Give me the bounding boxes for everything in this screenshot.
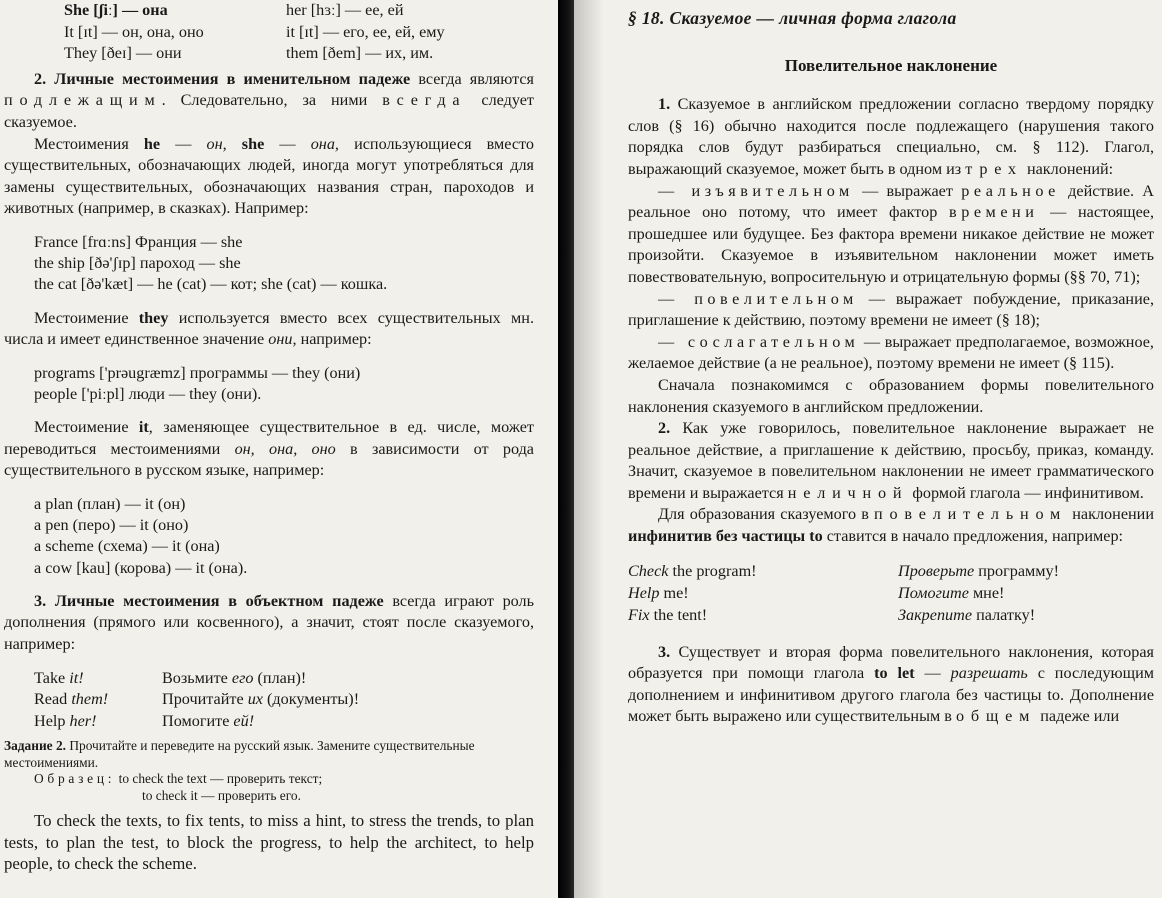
example-en xyxy=(628,604,898,626)
example-list-she xyxy=(34,232,534,296)
spaced-term: времени xyxy=(949,203,1039,222)
example-ru xyxy=(162,711,492,733)
text: всегда являются xyxy=(410,69,534,88)
paragraph-number: 2. xyxy=(658,419,671,438)
sample-label: Образец: xyxy=(34,771,116,787)
italic-term: его xyxy=(231,668,254,687)
paragraph-imperative-formation xyxy=(628,504,1154,547)
paragraph-let xyxy=(628,642,1154,728)
paragraph-imperative-mood xyxy=(628,289,1154,332)
exercise-instruction xyxy=(4,738,534,771)
section-subtitle: Повелительное наклонение xyxy=(784,55,998,75)
pronoun-objective: them [ðem] — их, им. xyxy=(286,44,434,63)
example-line: a scheme (схема) — it (она) xyxy=(34,537,220,556)
example-list-it xyxy=(34,494,534,579)
imperative-examples xyxy=(628,560,1154,626)
italic-term: он, она, оно xyxy=(234,439,336,458)
example-ru xyxy=(162,689,492,711)
text: — настоящее, прошедшее или будущее. Без фактора времени никакое действие не может произойти. Сказуемое в изъявительном наклонении может иметь повествовательную, вопросительную и отрицательную формы (§§ 70, 71); xyxy=(628,203,1154,286)
text: наклонений: xyxy=(1022,159,1114,178)
text: Help xyxy=(34,711,70,730)
bold-term: they xyxy=(138,308,169,327)
text: — выражает xyxy=(853,181,962,200)
text: — xyxy=(264,134,311,153)
example-en xyxy=(34,689,162,711)
example-line: the ship [ðə'ʃɪp] пароход — she xyxy=(34,254,241,273)
text: , заменяющее существительное в ед. числе, может переводиться местоимениями xyxy=(4,418,534,458)
text: . Следовательно, за ними xyxy=(161,91,383,110)
text: использующиеся вместо существительных, обозначающих людей, иногда могут употребляться для замены существительных, обозначающих названия стран, пароходов и животных (например, в сказках). Например: xyxy=(4,134,534,218)
text: Прочитайте xyxy=(162,690,248,709)
italic-term: Помогите xyxy=(898,583,969,602)
text: Как уже говорилось, повелительное наклонение выражает не реальное действие, а приглашение к действию, просьбу, приказ, команду. Значит, сказуемое в повелительном наклонении не имеет грамматического времени и выражается xyxy=(628,419,1154,502)
spaced-term: подлежащим xyxy=(4,91,162,110)
right-page xyxy=(604,0,1162,898)
italic-term: разрешать xyxy=(950,664,1028,683)
text: Местоимение xyxy=(34,308,139,327)
bold-term: she xyxy=(226,134,265,153)
text: мне! xyxy=(968,583,1005,602)
paragraph-number: 3. xyxy=(34,591,47,610)
paragraph-predicate xyxy=(628,94,1154,180)
spaced-term: реальное xyxy=(961,181,1060,200)
paragraph-indicative xyxy=(628,181,1154,289)
exercise-sample-line: to check it — проверить его. xyxy=(142,787,301,803)
exercise-sample xyxy=(34,771,534,788)
italic-term: ей! xyxy=(233,711,255,730)
spaced-term: — изъявительном xyxy=(658,181,854,200)
text: Возьмите xyxy=(162,668,232,687)
italic-term: Проверьте xyxy=(898,561,975,580)
paragraph-number: 2. xyxy=(34,69,47,88)
book-gutter xyxy=(558,0,574,898)
italic-term: Закрепите xyxy=(898,605,973,624)
example-line: programs ['prəugræmz] программы — they (они) xyxy=(34,363,361,382)
example-en xyxy=(628,582,898,604)
text: палатку! xyxy=(972,605,1036,624)
italic-term: Check xyxy=(628,561,669,580)
text: следует сказуемое. xyxy=(4,91,534,131)
text: падеже или xyxy=(1036,707,1120,726)
example-en xyxy=(628,560,898,582)
spaced-term: — повелительном xyxy=(658,289,858,308)
example-list-they xyxy=(34,363,534,405)
example-line: a plan (план) — it (он) xyxy=(34,494,186,513)
exercise-label: Задание 2. xyxy=(4,738,66,754)
paragraph-objective xyxy=(4,591,534,656)
italic-term: it! xyxy=(69,668,84,687)
bold-term: Личные местоимения в объектном падеже xyxy=(54,591,384,610)
text: Для образования сказуемого в xyxy=(658,505,875,524)
spaced-term: общем xyxy=(955,707,1037,726)
example-line: a cow [kau] (корова) — it (она). xyxy=(34,558,248,577)
pronoun-objective: it [ɪt] — его, ее, ей, ему xyxy=(286,22,445,41)
text: Помогите xyxy=(162,711,234,730)
text: например: xyxy=(296,330,372,349)
example-en xyxy=(34,668,162,690)
pronoun-nominative: She [ʃiː] — она xyxy=(64,1,168,19)
bold-term: Личные местоимения в именительном падеже xyxy=(54,69,411,88)
text: наклонении xyxy=(1067,505,1154,524)
example-en xyxy=(34,711,162,733)
text: — xyxy=(914,664,951,683)
text: the program! xyxy=(668,561,757,580)
bold-term: it xyxy=(138,418,149,437)
spaced-term: трех xyxy=(965,159,1023,178)
example-line: a pen (перо) — it (оно) xyxy=(34,516,189,535)
italic-term: она, xyxy=(310,134,339,153)
exercise-phrases: To check the texts, to fix tents, to miss a hint, to stress the trends, to plan tests, to plan the test, to block the progress, to help the architect, to help people, to check the scheme. xyxy=(4,811,534,874)
pronoun-objective: her [hɜː] — ее, ей xyxy=(286,1,404,19)
spaced-term: повелительном xyxy=(874,505,1068,524)
text: (документы)! xyxy=(262,690,360,709)
text: формой глагола — инфинитивом. xyxy=(908,483,1144,502)
exercise-block xyxy=(4,738,534,804)
text: программу! xyxy=(974,561,1060,580)
text: to check the text — проверить текст; xyxy=(115,771,323,787)
example-table-objective xyxy=(34,668,534,733)
paragraph-nominative xyxy=(4,69,534,134)
pronoun-nominative: They [ðeɪ] — они xyxy=(64,44,182,63)
text: ставится в начало предложения, например: xyxy=(822,527,1124,546)
italic-term: он, xyxy=(206,134,227,153)
spaced-term: — сослагательном xyxy=(658,332,860,351)
text: в зависимости от рода существительного в русском языке, например: xyxy=(4,439,534,480)
spaced-term: неличной xyxy=(787,483,909,502)
text: всегда играют роль дополнения (прямого или косвенного), а значит, стоят после сказуемого, например: xyxy=(4,591,535,653)
pronoun-nominative: It [ɪt] — он, она, оно xyxy=(64,22,204,41)
paragraph-imperative-meaning xyxy=(628,418,1154,504)
text: Местоимение xyxy=(34,418,139,437)
bold-term: инфинитив без частицы to xyxy=(628,527,823,546)
paragraph-it xyxy=(4,417,534,482)
bold-term: he xyxy=(143,134,161,153)
text: — выражает побуждение, приказание, приглашение к действию, поэтому времени не имеет (§ 18); xyxy=(628,289,1154,330)
paragraph-subjunctive xyxy=(628,332,1154,375)
text: (план)! xyxy=(253,668,307,687)
paragraph-number: 3. xyxy=(658,642,671,661)
pronoun-table xyxy=(64,0,534,65)
italic-term: Fix xyxy=(628,605,650,624)
italic-term: их xyxy=(247,690,263,709)
example-line: people ['piːpl] люди — they (они). xyxy=(34,384,262,403)
example-ru xyxy=(898,604,1158,626)
text: — выражает предполагаемое, возможное, желаемое действие (а не реальное), поэтому времени не имеет (§ 115). xyxy=(628,332,1154,373)
text: используется вместо всех существительных мн. числа и имеет единственное значение xyxy=(4,308,534,349)
example-ru xyxy=(898,560,1158,582)
italic-term: Help xyxy=(628,583,660,602)
text: — xyxy=(160,134,207,153)
bold-term: to let xyxy=(874,664,915,683)
example-line: France [frɑːns] Франция — she xyxy=(34,232,243,251)
left-page xyxy=(0,0,540,898)
italic-term: они, xyxy=(268,330,297,349)
example-line: the cat [ðə'kæt] — he (cat) — кот; she (cat) — кошка. xyxy=(34,275,388,294)
paragraph-intro: Сначала познакомимся с образованием формы повелительного наклонения сказуемого в английском предложении. xyxy=(628,375,1154,416)
text: Прочитайте и переведите на русский язык. Замените существительные местоимениями. xyxy=(4,738,475,770)
example-ru xyxy=(162,668,492,690)
text: Местоимения xyxy=(34,134,144,153)
section-title: § 18. Сказуемое — личная форма глагола xyxy=(628,8,957,28)
spaced-term: всегда xyxy=(382,91,467,110)
gutter-shadow xyxy=(574,0,604,898)
text: the tent! xyxy=(649,605,708,624)
italic-term: them! xyxy=(71,690,109,709)
text: действие. А реальное оно потому, что имеет фактор xyxy=(628,181,1154,222)
text: me! xyxy=(659,583,689,602)
example-ru xyxy=(898,582,1158,604)
paragraph-he-she xyxy=(4,134,534,220)
paragraph-they xyxy=(4,308,534,351)
text: Сказуемое в английском предложении согласно твердому порядку слов (§ 16) обычно находится после подлежащего (нарушения такого порядка слов будут разбираться специально, см. § 112). Глагол, выражающий сказуемое, может быть в одном из xyxy=(628,95,1154,178)
text: Read xyxy=(34,690,72,709)
text: с последующим дополнением и инфинитивом другого глагола без частицы to. Дополнение может быть выражено или существительным в xyxy=(628,664,1154,726)
text: Существует и вторая форма повелительного наклонения, которая образуется при помощи глагола xyxy=(628,642,1154,683)
italic-term: her! xyxy=(69,711,97,730)
text: Take xyxy=(34,668,70,687)
paragraph-number: 1. xyxy=(658,95,671,114)
